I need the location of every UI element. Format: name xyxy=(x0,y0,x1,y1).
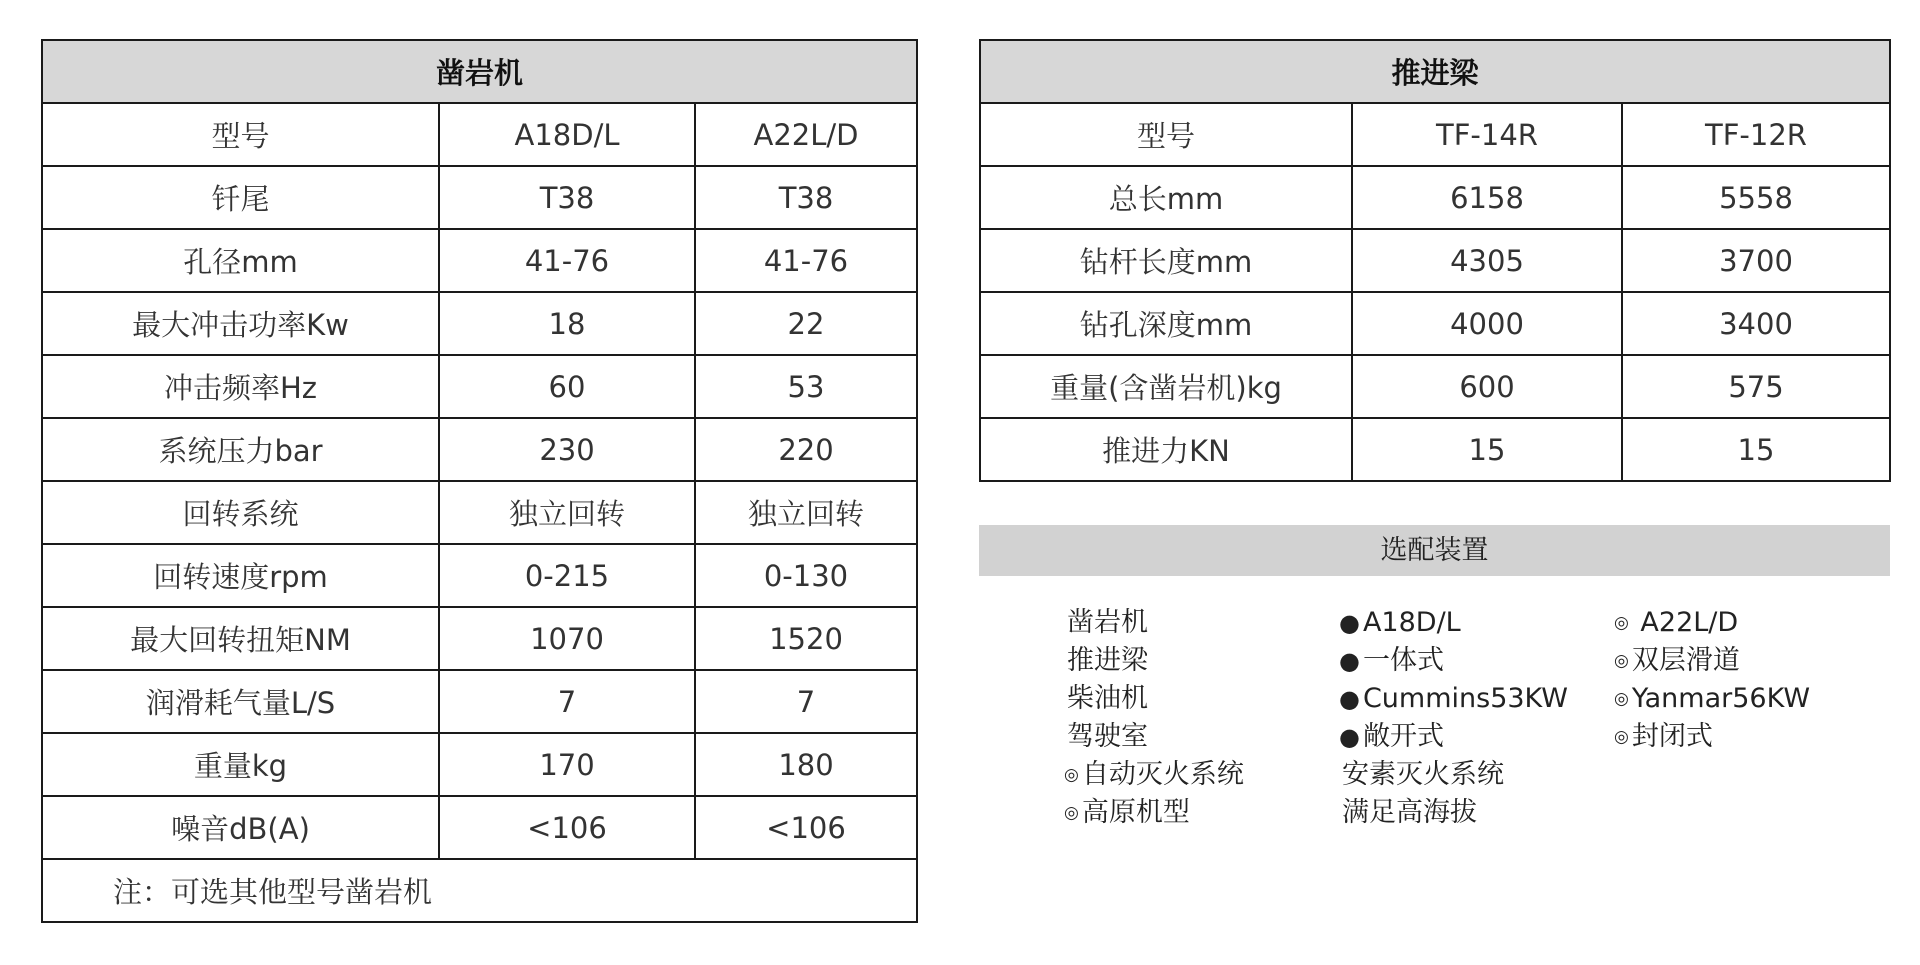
table-row xyxy=(980,292,1890,355)
spec-label-cell: 最大回转扭矩NM xyxy=(42,607,439,670)
option-label: A18D/L xyxy=(1362,607,1461,638)
spec-value-cell: 4000 xyxy=(1352,292,1622,355)
spec-value-cell: 53 xyxy=(695,355,917,418)
spec-value-cell: T38 xyxy=(695,166,917,229)
option-row xyxy=(979,756,1890,793)
spec-label-cell: 最大冲击功率Kw xyxy=(42,292,439,355)
spec-value-cell: 18 xyxy=(439,292,695,355)
spec-label-cell: 推进力KN xyxy=(980,418,1352,481)
spec-value-cell: TF-14R xyxy=(1352,103,1622,166)
rock-drill-title: 凿岩机 xyxy=(42,40,917,103)
spec-label-cell: 钻杆长度mm xyxy=(980,229,1352,292)
table-row xyxy=(42,796,917,859)
option-cell xyxy=(1614,680,1810,718)
note-row xyxy=(42,859,917,922)
option-cell xyxy=(1339,642,1444,680)
option-row xyxy=(979,680,1890,717)
spec-label-cell: 钻孔深度mm xyxy=(980,292,1352,355)
spec-value-cell: 22 xyxy=(695,292,917,355)
option-cell xyxy=(1339,680,1568,718)
spec-value-cell: 220 xyxy=(695,418,917,481)
table-row xyxy=(42,418,917,481)
table-row xyxy=(980,355,1890,418)
options-title: 选配装置 xyxy=(979,525,1890,576)
spec-value-cell: 独立回转 xyxy=(439,481,695,544)
spec-label-cell: 回转速度rpm xyxy=(42,544,439,607)
table-title-row xyxy=(42,40,917,103)
option-label: 凿岩机 xyxy=(1067,607,1148,638)
option-row xyxy=(979,718,1890,755)
spec-value-cell: 180 xyxy=(695,733,917,796)
spec-label-cell: 钎尾 xyxy=(42,166,439,229)
option-cell xyxy=(1339,604,1461,642)
spec-value-cell: 7 xyxy=(439,670,695,733)
table-row xyxy=(980,418,1890,481)
table-row xyxy=(42,166,917,229)
feed-beam-title: 推进梁 xyxy=(980,40,1890,103)
optional-circle-icon: ◎ xyxy=(1614,727,1629,747)
spec-label-cell: 重量kg xyxy=(42,733,439,796)
option-cell xyxy=(1339,794,1477,831)
spec-value-cell: 15 xyxy=(1622,418,1890,481)
option-label: Cummins53KW xyxy=(1362,683,1568,714)
option-label: 敞开式 xyxy=(1362,721,1444,752)
spec-label-cell: 孔径mm xyxy=(42,229,439,292)
spec-value-cell: 1070 xyxy=(439,607,695,670)
option-cell xyxy=(1614,718,1713,756)
spec-label-cell: 噪音dB(A) xyxy=(42,796,439,859)
spec-value-cell: <106 xyxy=(439,796,695,859)
table-row xyxy=(42,292,917,355)
table-row xyxy=(42,481,917,544)
table-row xyxy=(42,733,917,796)
option-label: 安素灭火系统 xyxy=(1342,759,1504,790)
spec-value-cell: A18D/L xyxy=(439,103,695,166)
table-row xyxy=(42,607,917,670)
option-label: 推进梁 xyxy=(1067,645,1148,676)
option-row xyxy=(979,604,1890,641)
table-row xyxy=(980,103,1890,166)
standard-bullet-icon: ● xyxy=(1339,609,1360,637)
spec-value-cell: 0-130 xyxy=(695,544,917,607)
table-row xyxy=(980,166,1890,229)
option-label: 自动灭火系统 xyxy=(1081,759,1244,790)
option-cell xyxy=(1614,642,1740,680)
option-cell xyxy=(1614,756,1617,793)
option-cell xyxy=(1064,642,1148,679)
spec-label-cell: 系统压力bar xyxy=(42,418,439,481)
option-label: 柴油机 xyxy=(1067,683,1148,714)
table-row xyxy=(42,355,917,418)
table-title-row xyxy=(980,40,1890,103)
option-cell xyxy=(1064,756,1244,794)
table-row xyxy=(42,229,917,292)
spec-value-cell: 41-76 xyxy=(439,229,695,292)
spec-value-cell: A22L/D xyxy=(695,103,917,166)
standard-bullet-icon: ● xyxy=(1339,685,1360,713)
optional-circle-icon: ◎ xyxy=(1614,651,1629,671)
spec-value-cell: 60 xyxy=(439,355,695,418)
optional-circle-icon: ◎ xyxy=(1064,765,1079,785)
spec-value-cell: 7 xyxy=(695,670,917,733)
option-cell xyxy=(1064,718,1148,755)
rock-drill-table xyxy=(41,39,918,923)
option-cell xyxy=(1614,794,1617,831)
spec-label-cell: 回转系统 xyxy=(42,481,439,544)
spec-value-cell: <106 xyxy=(695,796,917,859)
spec-value-cell: T38 xyxy=(439,166,695,229)
standard-bullet-icon: ● xyxy=(1339,647,1360,675)
spec-label-cell: 冲击频率Hz xyxy=(42,355,439,418)
option-row xyxy=(979,642,1890,679)
table-row xyxy=(42,544,917,607)
spec-value-cell: 41-76 xyxy=(695,229,917,292)
table-row xyxy=(42,670,917,733)
spec-value-cell: 3700 xyxy=(1622,229,1890,292)
table-row xyxy=(980,229,1890,292)
spec-value-cell: 170 xyxy=(439,733,695,796)
spec-value-cell: 4305 xyxy=(1352,229,1622,292)
option-label: 驾驶室 xyxy=(1067,721,1148,752)
option-label: 双层滑道 xyxy=(1631,645,1740,676)
spec-value-cell: 575 xyxy=(1622,355,1890,418)
spec-value-cell: 0-215 xyxy=(439,544,695,607)
spec-value-cell: 6158 xyxy=(1352,166,1622,229)
spec-value-cell: 独立回转 xyxy=(695,481,917,544)
spec-label-cell: 润滑耗气量L/S xyxy=(42,670,439,733)
option-cell xyxy=(1614,604,1738,642)
option-label: A22L/D xyxy=(1631,607,1739,638)
option-cell xyxy=(1339,756,1504,793)
feed-beam-table xyxy=(979,39,1891,482)
spec-label-cell: 重量(含凿岩机)kg xyxy=(980,355,1352,418)
option-cell xyxy=(1064,680,1148,717)
rock-drill-note: 注：可选其他型号凿岩机 xyxy=(42,859,917,922)
option-label: Yanmar56KW xyxy=(1631,683,1811,714)
spec-value-cell: 15 xyxy=(1352,418,1622,481)
spec-value-cell: 230 xyxy=(439,418,695,481)
spec-value-cell: 5558 xyxy=(1622,166,1890,229)
option-label: 满足高海拔 xyxy=(1342,797,1477,828)
spec-value-cell: 3400 xyxy=(1622,292,1890,355)
spec-label-cell: 型号 xyxy=(980,103,1352,166)
optional-circle-icon: ◎ xyxy=(1614,689,1629,709)
spec-value-cell: 600 xyxy=(1352,355,1622,418)
spec-value-cell: 1520 xyxy=(695,607,917,670)
table-row xyxy=(42,103,917,166)
option-cell xyxy=(1064,794,1190,832)
optional-circle-icon: ◎ xyxy=(1064,803,1079,823)
spec-label-cell: 总长mm xyxy=(980,166,1352,229)
option-label: 一体式 xyxy=(1362,645,1444,676)
option-cell xyxy=(1064,604,1148,641)
spec-value-cell: TF-12R xyxy=(1622,103,1890,166)
standard-bullet-icon: ● xyxy=(1339,723,1360,751)
optional-circle-icon: ◎ xyxy=(1614,613,1629,633)
spec-label-cell: 型号 xyxy=(42,103,439,166)
option-label: 高原机型 xyxy=(1081,797,1190,828)
option-label: 封闭式 xyxy=(1631,721,1713,752)
option-cell xyxy=(1339,718,1444,756)
option-row xyxy=(979,794,1890,831)
